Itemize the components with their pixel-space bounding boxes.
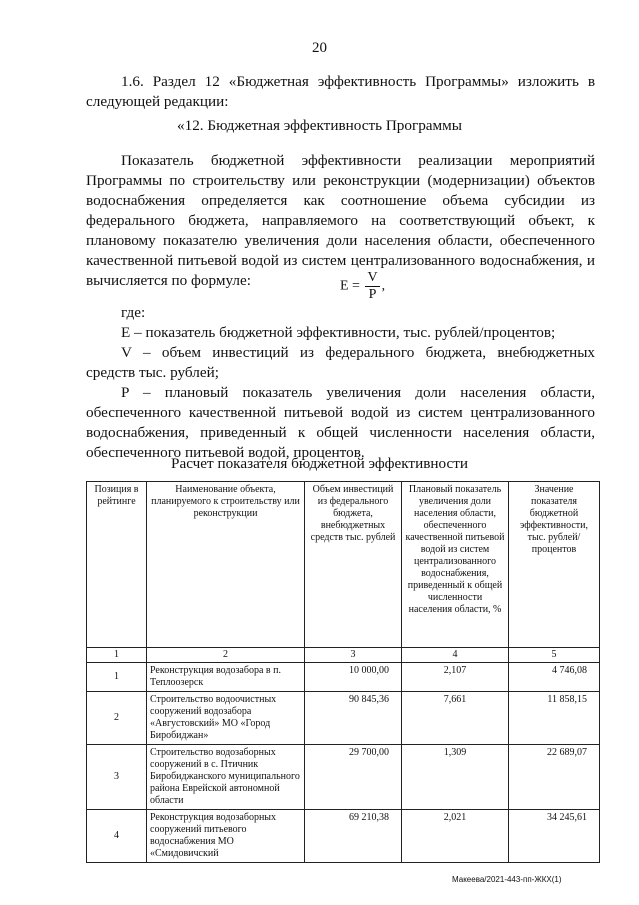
column-number: 5 — [509, 648, 600, 663]
formula-fraction — [365, 270, 379, 303]
document-footer-code: Макеева/2021-443-пп-ЖКХ(1) — [452, 875, 562, 884]
definition-v: V – объем инвестиций из федерального бюджета, внебюджетных — [121, 344, 595, 361]
body-line: водоснабжения определяется как соотношение объема субсидии из — [86, 192, 595, 209]
row-investment: 10 000,00 — [305, 663, 402, 692]
table-row — [87, 692, 600, 745]
row-efficiency: 11 858,15 — [509, 692, 600, 745]
where-label — [121, 303, 595, 363]
section-title: «12. Бюджетная эффективность Программы — [177, 117, 462, 134]
header-planned-share: Плановый показатель увеличения доли населения области, обеспеченного качественной питьевой водой из систем централизованного водоснабжения, приведенный к общей численности населения области, % — [402, 482, 509, 648]
body-line: федерального бюджета, направляемого на соответствующий объект, к — [86, 212, 595, 229]
definition-v-line2: средств тыс. рублей; — [86, 364, 219, 381]
column-number: 4 — [402, 648, 509, 663]
formula-numerator: V — [367, 270, 378, 285]
definition-v-cont — [86, 363, 595, 383]
table-row — [87, 745, 600, 810]
where-text: где: — [121, 304, 146, 321]
header-efficiency: Значение показателя бюджетной эффективности, тыс. рублей/ процентов — [509, 482, 600, 648]
row-planned-share: 7,661 — [402, 692, 509, 745]
row-name: Реконструкция водозабора в п. Теплоозерск — [147, 663, 305, 692]
body-line: плановому показателю увеличения доли населения области, обеспеченного — [86, 232, 595, 249]
row-name: Строительство водоочистных сооружений водозабора «Августовский» МО «Город Биробиджан» — [147, 692, 305, 745]
row-position: 3 — [87, 745, 147, 810]
row-position: 4 — [87, 810, 147, 863]
table-title: Расчет показателя бюджетной эффективности — [171, 455, 468, 472]
column-number: 2 — [147, 648, 305, 663]
header-name: Наименование объекта, планируемого к строительству или реконструкции — [147, 482, 305, 648]
definition-p-line3: водоснабжения, приведенный к общей численности населения области, — [86, 424, 595, 441]
definition-p — [121, 383, 595, 403]
formula-suffix: , — [381, 278, 386, 294]
page-number: 20 — [312, 40, 327, 56]
definition-p-cont — [86, 403, 595, 463]
header-row — [87, 482, 600, 648]
intro-paragraph — [121, 72, 595, 92]
column-number-row — [87, 648, 600, 663]
formula — [340, 270, 385, 303]
body-line: вычисляется по формуле: — [86, 272, 251, 289]
row-name: Реконструкция водозаборных сооружений питьевого водоснабжения МО «Смидовичский — [147, 810, 305, 863]
row-position: 2 — [87, 692, 147, 745]
intro-line-2: следующей редакции: — [86, 93, 229, 110]
header-position: Позиция в рейтинге — [87, 482, 147, 648]
body-line: качественной питьевой водой из систем централизованного водоснабжения, и — [86, 252, 595, 269]
efficiency-table — [86, 481, 600, 863]
intro-line-1: 1.6. Раздел 12 «Бюджетная эффективность Программы» изложить в — [121, 73, 595, 90]
body-line: Программы по строительству или реконструкции (модернизации) объектов — [86, 172, 595, 189]
row-efficiency: 34 245,61 — [509, 810, 600, 863]
body-line: Показатель бюджетной эффективности реализации мероприятий — [121, 152, 595, 169]
row-investment: 69 210,38 — [305, 810, 402, 863]
body-paragraph-first — [121, 151, 595, 171]
row-planned-share: 1,309 — [402, 745, 509, 810]
table-row — [87, 810, 600, 863]
definition-p-line1: P – плановый показатель увеличения доли населения области, — [121, 384, 595, 401]
row-planned-share: 2,021 — [402, 810, 509, 863]
row-efficiency: 22 689,07 — [509, 745, 600, 810]
table-row — [87, 663, 600, 692]
definition-p-line4: обеспеченного питьевой водой, процентов. — [86, 444, 365, 461]
formula-lhs: E = — [340, 278, 360, 294]
formula-denominator: P — [368, 287, 377, 302]
row-planned-share: 2,107 — [402, 663, 509, 692]
header-investment: Объем инвестиций из федерального бюджета, внебюджетных средств тыс. рублей — [305, 482, 402, 648]
intro-paragraph-cont — [86, 92, 595, 112]
column-number: 1 — [87, 648, 147, 663]
row-investment: 90 845,36 — [305, 692, 402, 745]
row-position: 1 — [87, 663, 147, 692]
definition-e: E – показатель бюджетной эффективности, тыс. рублей/процентов; — [121, 324, 556, 341]
row-efficiency: 4 746,08 — [509, 663, 600, 692]
row-name: Строительство водозаборных сооружений в с. Птичник Биробиджанского муниципального района Еврейской автономной области — [147, 745, 305, 810]
row-investment: 29 700,00 — [305, 745, 402, 810]
definition-p-line2: обеспеченного качественной питьевой водой из систем централизованного — [86, 404, 595, 421]
column-number: 3 — [305, 648, 402, 663]
